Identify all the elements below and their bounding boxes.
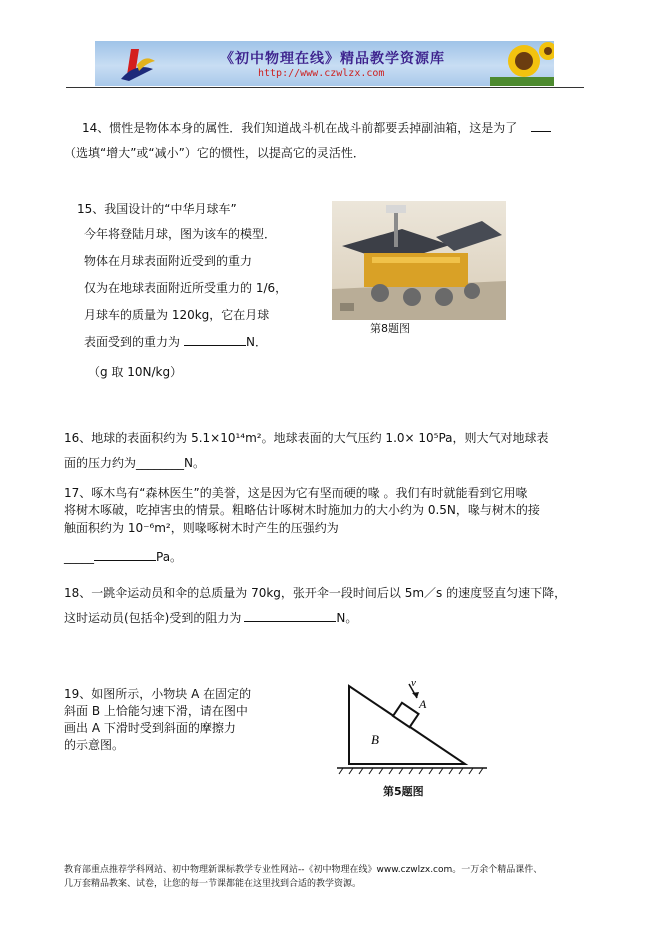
q15-line4: 仅为在地球表面附近所受重力的 1/6，	[84, 281, 288, 295]
q15-line2: 今年将登陆月球，图为该车的模型．	[84, 227, 277, 241]
label-v: v	[411, 677, 416, 689]
q17-line1: 17、啄木鸟有“森林医生”的美誉，这是因为它有坚而硬的喙 。我们有时就能看到它用喙	[64, 486, 528, 500]
q15-line3: 物体在月球表面附近受到的重力	[84, 254, 253, 268]
q15-answer-blank[interactable]	[184, 345, 246, 346]
banner-title: 《初中物理在线》精品教学资源库	[220, 51, 445, 67]
q14-answer-blank[interactable]	[531, 131, 551, 132]
q18-line1: 18、一跳伞运动员和伞的总质量为 70kg，张开伞一段时间后以 5m／s 的速度竖直匀速下降，	[64, 586, 567, 600]
block-a	[393, 703, 419, 727]
label-b: B	[371, 732, 379, 747]
banner-url[interactable]: http://www.czwlzx.com	[258, 68, 385, 79]
q18-line2: 这时运动员(包括伞)受到的阻力为 N。	[64, 611, 358, 625]
q19-line4: 的示意图。	[64, 738, 125, 752]
q19-line1: 19、如图所示，小物块 A 在固定的	[64, 687, 252, 701]
footer-line1: 教育部重点推荐学科网站、初中物理新课标教学专业性网站--《初中物理在线》www.czwlzx.com。一万余个精品课件、	[64, 865, 543, 875]
sunflower-icon	[490, 41, 554, 86]
q15-line7: （g 取 10N/kg）	[88, 365, 183, 379]
velocity-arrowhead	[412, 692, 419, 698]
label-a: A	[419, 697, 427, 711]
q15-line5: 月球车的质量为 120kg，它在月球	[84, 308, 270, 322]
q17-answer-blank[interactable]	[94, 560, 156, 561]
header-rule	[66, 87, 584, 88]
header-banner	[95, 41, 554, 86]
lunar-rover-image	[332, 201, 506, 320]
incline-diagram	[335, 672, 493, 778]
site-logo-icon	[117, 45, 157, 83]
q14-line1: 14、惯性是物体本身的属性．我们知道战斗机在战斗前都要丢掉副油箱，这是为了	[82, 120, 551, 137]
q15-figure-caption: 第8题图	[370, 322, 410, 335]
q19-figure-caption: 第5题图	[383, 785, 424, 798]
q16-line2: 面的压力约为________N。	[64, 456, 205, 470]
q19-line2: 斜面 B 上恰能匀速下滑，请在图中	[64, 704, 248, 718]
q16-line1: 16、地球的表面积约为 5.1×10¹⁴m²。地球表面的大气压约 1.0× 10⁵Pa，则大气对地球表	[64, 431, 549, 445]
q17-line4: _____ Pa。	[64, 550, 183, 564]
q14-line2: （选填“增大”或“减小”）它的惯性，以提高它的灵活性．	[64, 146, 365, 160]
footer-line2: 几万套精品教案、试卷，让您的每一节课都能在这里找到合适的教学资源。	[64, 879, 362, 889]
q17-line2: 将树木啄破，吃掉害虫的情景。粗略估计啄树木时施加力的大小约为 0.5N，喙与树木的接	[64, 503, 540, 517]
q17-line3: 触面积约为 10⁻⁶m²，则喙啄树木时产生的压强约为	[64, 521, 339, 535]
q18-answer-blank[interactable]	[244, 621, 336, 622]
q15-line1: 15、我国设计的“中华月球车”	[77, 202, 237, 216]
q15-line6: 表面受到的重力为 N．	[84, 335, 267, 349]
ground-hatching	[339, 768, 483, 774]
q19-line3: 画出 A 下滑时受到斜面的摩擦力	[64, 721, 236, 735]
